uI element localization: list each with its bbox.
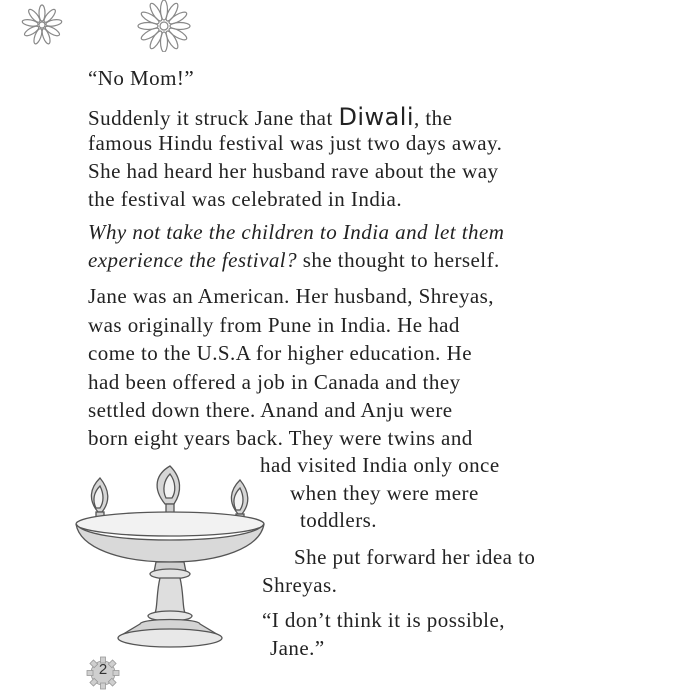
text-line: famous Hindu festival was just two days away. [88, 131, 503, 155]
text-line [88, 103, 452, 131]
text-line: She put forward her idea to [294, 545, 536, 569]
text-fragment: she thought to herself. [297, 248, 500, 272]
text-line: had been offered a job in Canada and they [88, 370, 461, 394]
text-line [88, 248, 500, 273]
text-line: Jane was an American. Her husband, Shreyas, [88, 284, 494, 308]
text-fragment: Suddenly it struck Jane that [88, 106, 339, 130]
dialogue-line: “I don’t think it is possible, [262, 608, 505, 632]
text-line: when they were mere [290, 481, 479, 505]
dialogue-line: Jane.” [270, 636, 325, 660]
firework-icon [14, 4, 70, 46]
text-line: the festival was celebrated in India. [88, 187, 403, 211]
text-line: was originally from Pune in India. He had [88, 313, 460, 337]
text-fragment: , the [413, 106, 453, 130]
page-number: 2 [98, 661, 108, 678]
dialogue-line: “No Mom!” [88, 66, 195, 90]
text-line: had visited India only once [260, 453, 500, 477]
text-line: settled down there. Anand and Anju were [88, 398, 453, 422]
text-line: Shreyas. [262, 573, 338, 597]
thought-line: Why not take the children to India and let them [88, 220, 505, 244]
text-line: toddlers. [300, 508, 377, 532]
text-line: born eight years back. They were twins and [88, 426, 473, 450]
text-line: come to the U.S.A for higher education. He [88, 341, 472, 365]
festival-name: Diwali [338, 103, 414, 131]
diya-lamp-icon [70, 464, 270, 654]
firework-icon [126, 0, 202, 52]
thought-fragment: experience the festival? [88, 248, 298, 272]
page-number-badge [86, 656, 120, 690]
text-line: She had heard her husband rave about the way [88, 159, 499, 183]
